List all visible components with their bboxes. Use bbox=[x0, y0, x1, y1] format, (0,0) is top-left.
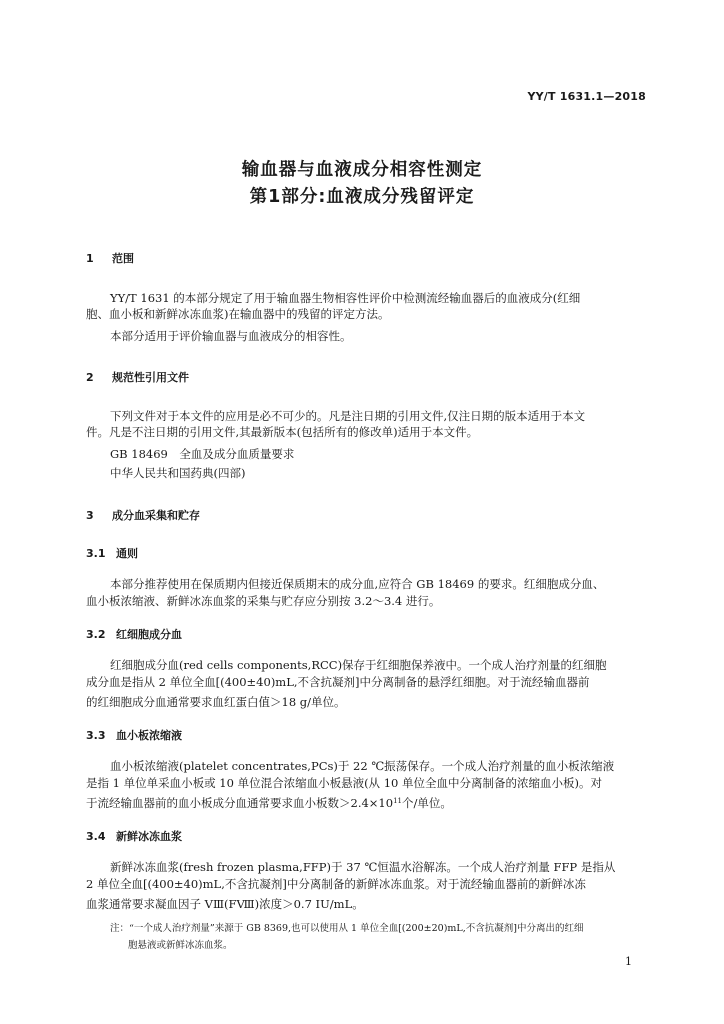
page-number: 1 bbox=[625, 955, 632, 968]
paragraph-line: 新鲜冰冻血浆(fresh frozen plasma,FFP)于 37 ℃恒温水浴解冻。一个成人治疗剂量 FFP 是指从 bbox=[110, 860, 616, 874]
paragraph-line: 2 单位全血[(400±40)mL,不含抗凝剂]中分离制备的新鲜冰冻血浆。对于流经输血器前的新鲜冰冻 bbox=[86, 877, 586, 891]
section-2-heading bbox=[86, 369, 189, 385]
reference-item: GB 18469 全血及成分血质量要求 bbox=[110, 447, 295, 461]
text-segment: 个/单位。 bbox=[401, 796, 452, 810]
subsection-number: 3.1 bbox=[86, 547, 106, 560]
subsection-3-2-heading bbox=[86, 626, 182, 642]
paragraph-line: 的红细胞成分血通常要求血红蛋白值＞18 g/单位。 bbox=[86, 695, 346, 709]
paragraph-line: 胞、血小板和新鲜冰冻血浆)在输血器中的残留的评定方法。 bbox=[86, 307, 390, 321]
subsection-title: 新鲜冰冻血浆 bbox=[116, 830, 182, 843]
text-segment: 于流经输血器前的血小板成分血通常要求血小板数＞2.4×10 bbox=[86, 796, 394, 810]
subsection-title: 血小板浓缩液 bbox=[116, 729, 182, 742]
subsection-number: 3.2 bbox=[86, 628, 106, 641]
section-number: 2 bbox=[86, 371, 94, 384]
subsection-number: 3.3 bbox=[86, 729, 106, 742]
section-number: 3 bbox=[86, 509, 94, 522]
paragraph-line: 血浆通常要求凝血因子 VⅢ(FⅧ)浓度＞0.7 IU/mL。 bbox=[86, 897, 364, 911]
paragraph-line: 本部分推荐使用在保质期内但接近保质期末的成分血,应符合 GB 18469 的要求。红细胞成分血、 bbox=[110, 577, 605, 591]
section-title: 规范性引用文件 bbox=[112, 371, 189, 384]
paragraph-line: 血小板浓缩液、新鲜冰冻血浆的采集与贮存应分别按 3.2～3.4 进行。 bbox=[86, 594, 441, 608]
paragraph-line: YY/T 1631 的本部分规定了用于输血器生物相容性评价中检测流经输血器后的血液成分(红细 bbox=[110, 291, 581, 305]
standard-code-header: YY/T 1631.1—2018 bbox=[527, 90, 646, 103]
paragraph-line: 血小板浓缩液(platelet concentrates,PCs)于 22 ℃振荡保存。一个成人治疗剂量的血小板浓缩液 bbox=[110, 759, 615, 773]
subsection-number: 3.4 bbox=[86, 830, 106, 843]
note-line: 胞悬液或新鲜冰冻血浆。 bbox=[128, 940, 233, 951]
superscript-exponent: 11 bbox=[393, 797, 402, 805]
paragraph-line: 红细胞成分血(red cells components,RCC)保存于红细胞保养液中。一个成人治疗剂量的红细胞 bbox=[110, 658, 607, 672]
paragraph-line: 件。凡是不注日期的引用文件,其最新版本(包括所有的修改单)适用于本文件。 bbox=[86, 425, 479, 439]
section-number: 1 bbox=[86, 252, 94, 265]
section-title: 范围 bbox=[112, 252, 134, 265]
document-title: 输血器与血液成分相容性测定 bbox=[241, 160, 483, 180]
paragraph-line bbox=[86, 798, 658, 810]
subsection-title: 红细胞成分血 bbox=[116, 628, 182, 641]
paragraph-line: 本部分适用于评价输血器与血液成分的相容性。 bbox=[110, 329, 352, 343]
subsection-3-1-heading bbox=[86, 545, 138, 561]
section-1-heading bbox=[86, 250, 134, 266]
subsection-title: 通则 bbox=[116, 547, 138, 560]
paragraph-line: 成分血是指从 2 单位全血[(400±40)mL,不含抗凝剂]中分离制备的悬浮红细胞。对于流经输血器前 bbox=[86, 675, 590, 689]
section-3-heading bbox=[86, 507, 200, 523]
subsection-3-4-heading bbox=[86, 828, 182, 844]
note-line: 注：“一个成人治疗剂量”来源于 GB 8369,也可以使用从 1 单位全血[(200±20)mL,不含抗凝剂]中分离出的红细 bbox=[110, 923, 584, 934]
paragraph-line: 下列文件对于本文件的应用是必不可少的。凡是注日期的引用文件,仅注日期的版本适用于本文 bbox=[110, 409, 586, 423]
section-title: 成分血采集和贮存 bbox=[112, 509, 200, 522]
subsection-3-3-heading bbox=[86, 727, 182, 743]
document-subtitle: 第1部分:血液成分残留评定 bbox=[249, 187, 475, 207]
reference-item: 中华人民共和国药典(四部) bbox=[110, 466, 246, 480]
paragraph-line: 是指 1 单位单采血小板或 10 单位混合浓缩血小板悬液(从 10 单位全血中分离制备的浓缩血小板)。对 bbox=[86, 776, 602, 790]
